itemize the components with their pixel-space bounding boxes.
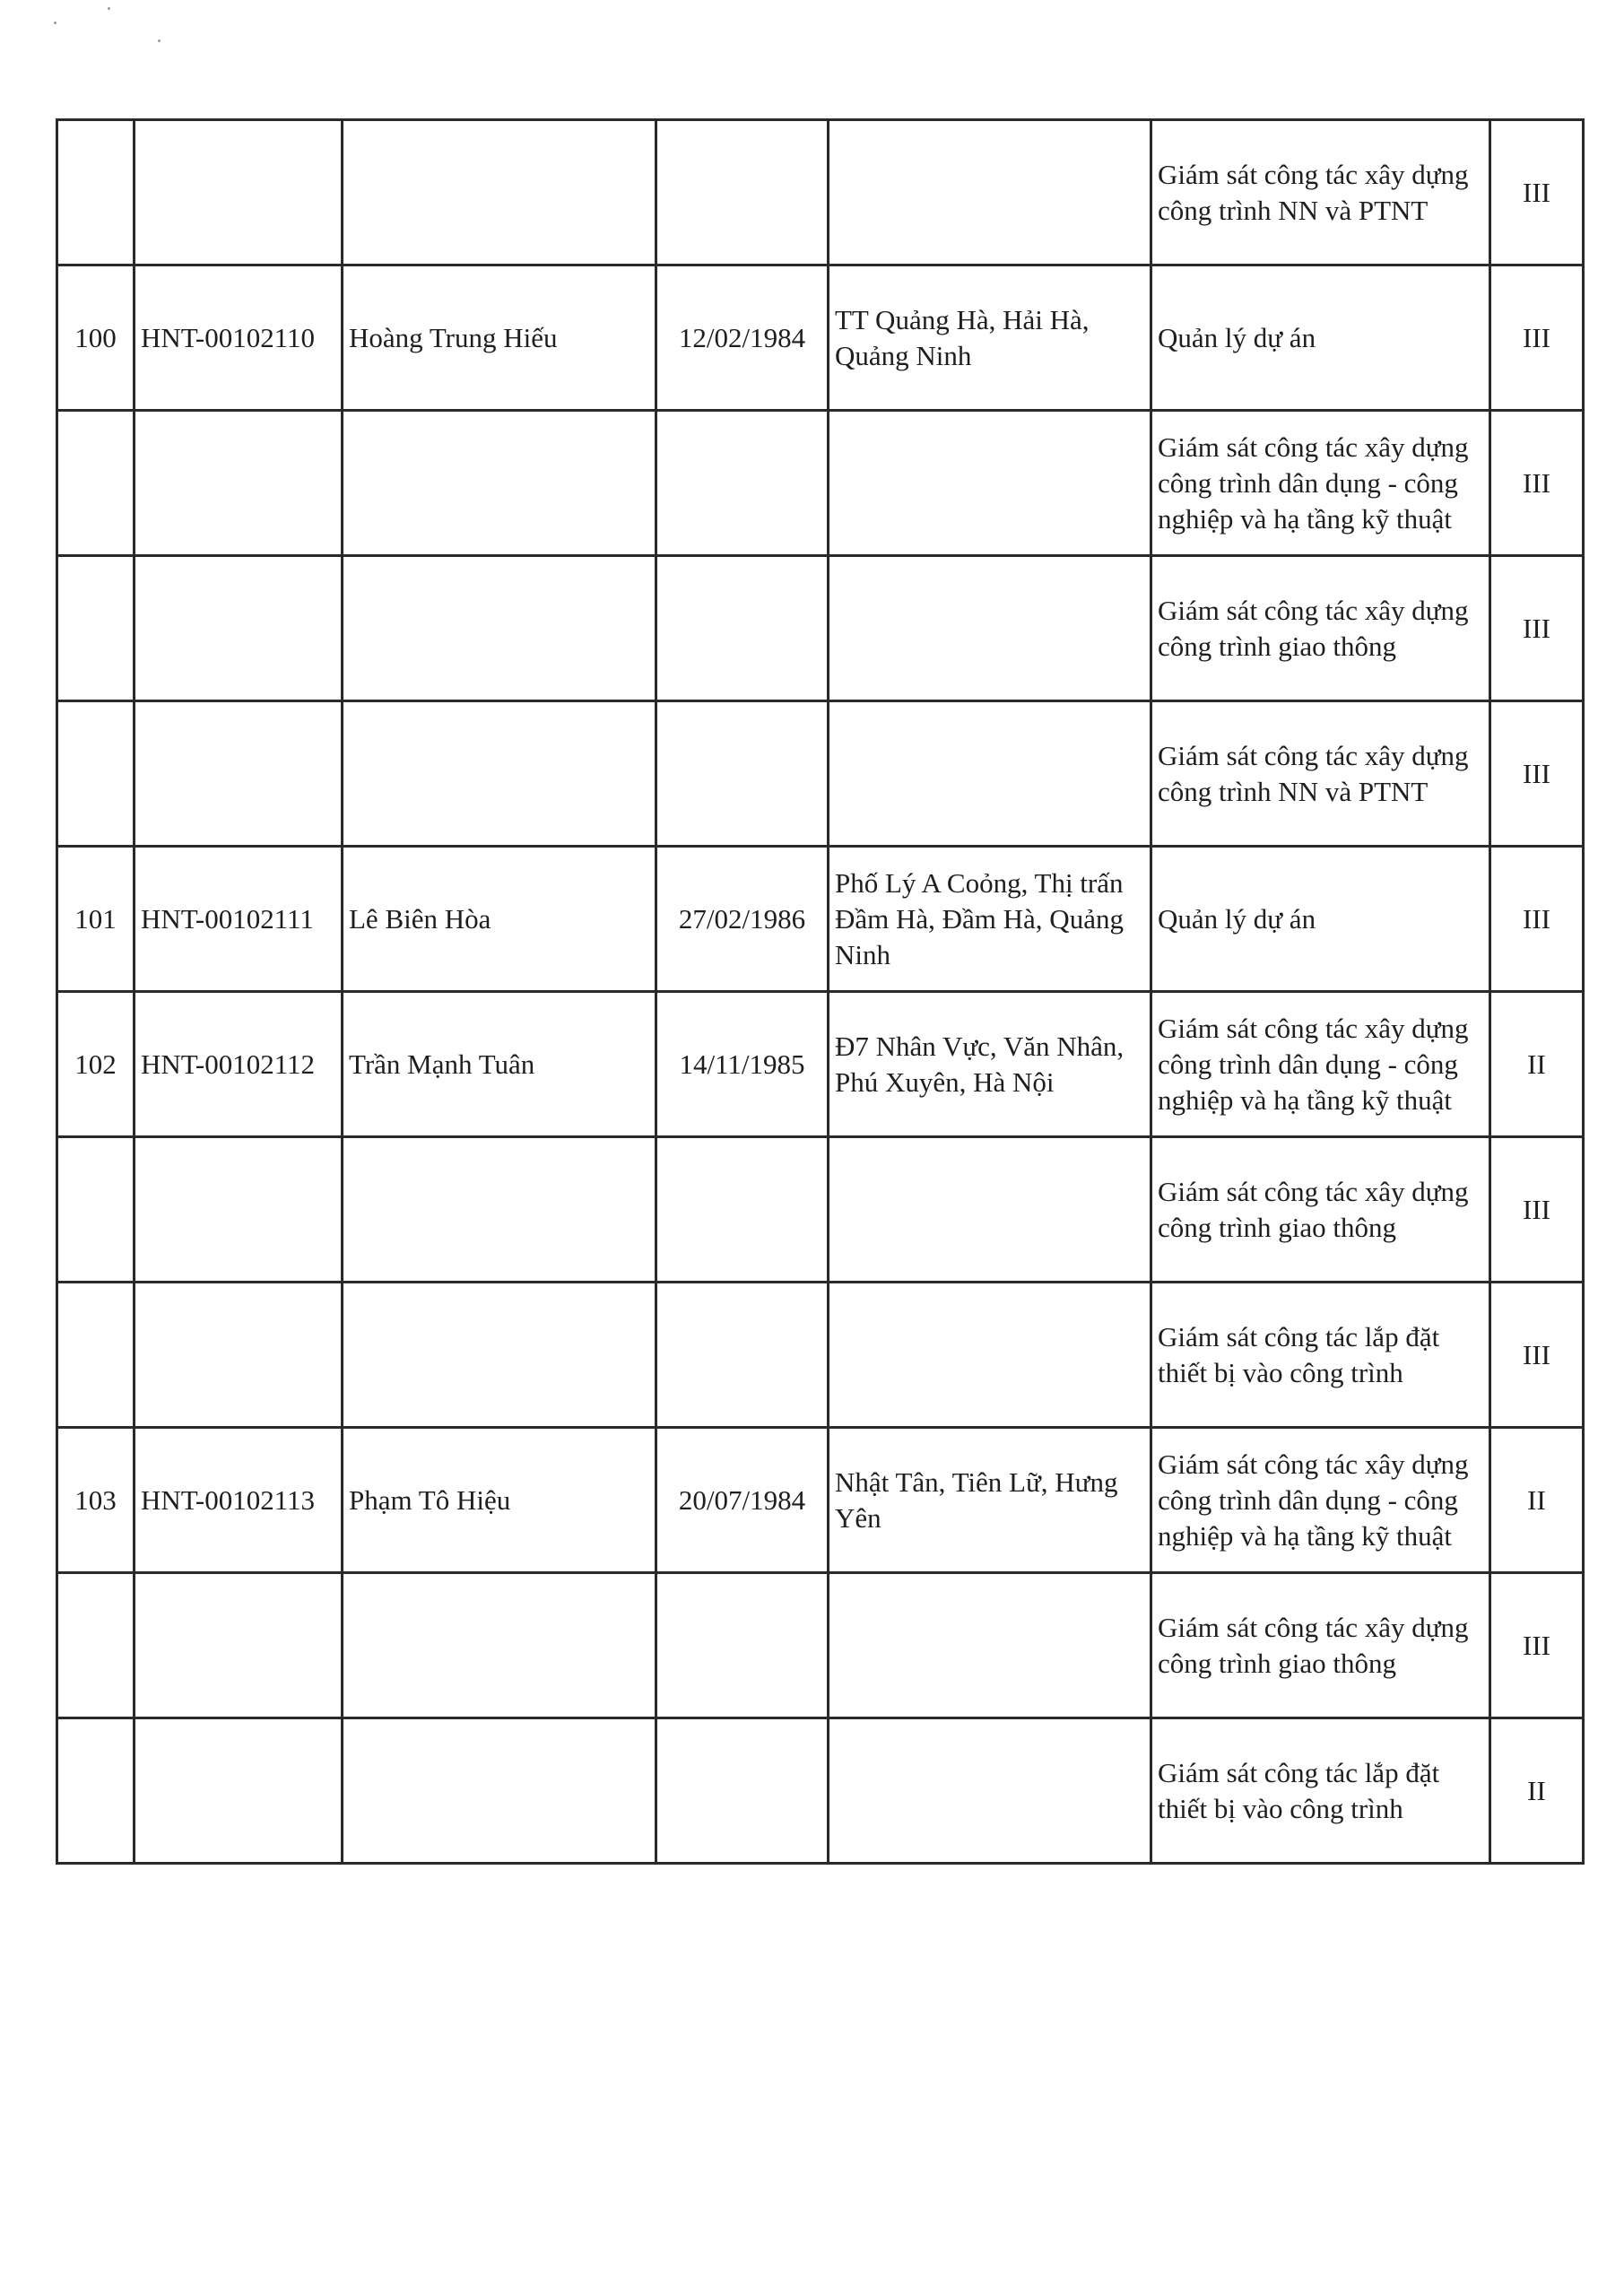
cell-date-of-birth bbox=[656, 1718, 829, 1864]
cell-practice-field: Giám sát công tác xây dựng công trình NN và PTNT bbox=[1151, 120, 1490, 265]
cell-practice-field: Giám sát công tác xây dựng công trình NN và PTNT bbox=[1151, 701, 1490, 847]
registry-table-page bbox=[56, 118, 1582, 1865]
cell-date-of-birth: 20/07/1984 bbox=[656, 1428, 829, 1573]
cell-grade: III bbox=[1490, 1283, 1584, 1428]
table-row bbox=[57, 992, 1584, 1137]
table-row bbox=[57, 847, 1584, 992]
cell-full-name bbox=[343, 120, 656, 265]
cell-full-name bbox=[343, 1137, 656, 1283]
cell-practice-field: Quản lý dự án bbox=[1151, 847, 1490, 992]
table-row bbox=[57, 265, 1584, 411]
table-row bbox=[57, 1137, 1584, 1283]
cell-practice-field: Quản lý dự án bbox=[1151, 265, 1490, 411]
cell-date-of-birth bbox=[656, 1137, 829, 1283]
cell-certificate-code bbox=[135, 701, 343, 847]
cell-full-name bbox=[343, 701, 656, 847]
cell-date-of-birth bbox=[656, 1283, 829, 1428]
table-row bbox=[57, 1573, 1584, 1718]
cell-practice-field: Giám sát công tác xây dựng công trình dân dụng - công nghiệp và hạ tầng kỹ thuật bbox=[1151, 411, 1490, 556]
cell-date-of-birth bbox=[656, 411, 829, 556]
cell-stt bbox=[57, 1283, 135, 1428]
cell-stt bbox=[57, 411, 135, 556]
cell-stt: 100 bbox=[57, 265, 135, 411]
cell-certificate-code: HNT-00102110 bbox=[135, 265, 343, 411]
cell-stt bbox=[57, 1573, 135, 1718]
cell-certificate-code bbox=[135, 120, 343, 265]
cell-certificate-code bbox=[135, 556, 343, 701]
cell-address bbox=[829, 1283, 1151, 1428]
cell-stt bbox=[57, 120, 135, 265]
cell-grade: III bbox=[1490, 411, 1584, 556]
cell-practice-field: Giám sát công tác xây dựng công trình giao thông bbox=[1151, 556, 1490, 701]
cell-stt bbox=[57, 1137, 135, 1283]
cell-full-name bbox=[343, 411, 656, 556]
table-row bbox=[57, 556, 1584, 701]
cell-full-name bbox=[343, 1718, 656, 1864]
cell-grade: III bbox=[1490, 265, 1584, 411]
cell-grade: II bbox=[1490, 1428, 1584, 1573]
cell-certificate-code bbox=[135, 1573, 343, 1718]
cell-address bbox=[829, 1573, 1151, 1718]
cell-stt: 101 bbox=[57, 847, 135, 992]
scan-speck bbox=[108, 7, 110, 10]
cell-grade: II bbox=[1490, 992, 1584, 1137]
cell-address: Phố Lý A Coỏng, Thị trấn Đầm Hà, Đầm Hà, Quảng Ninh bbox=[829, 847, 1151, 992]
cell-address: Nhật Tân, Tiên Lữ, Hưng Yên bbox=[829, 1428, 1151, 1573]
cell-full-name: Phạm Tô Hiệu bbox=[343, 1428, 656, 1573]
cell-practice-field: Giám sát công tác lắp đặt thiết bị vào công trình bbox=[1151, 1283, 1490, 1428]
cell-full-name bbox=[343, 556, 656, 701]
cell-certificate-code bbox=[135, 1137, 343, 1283]
table-row bbox=[57, 120, 1584, 265]
cell-certificate-code bbox=[135, 411, 343, 556]
cell-date-of-birth bbox=[656, 120, 829, 265]
cell-practice-field: Giám sát công tác xây dựng công trình giao thông bbox=[1151, 1573, 1490, 1718]
cell-full-name bbox=[343, 1283, 656, 1428]
cell-address bbox=[829, 1718, 1151, 1864]
scan-speck bbox=[54, 22, 56, 24]
cell-address: Đ7 Nhân Vực, Văn Nhân, Phú Xuyên, Hà Nội bbox=[829, 992, 1151, 1137]
cell-date-of-birth bbox=[656, 1573, 829, 1718]
scan-speck bbox=[158, 39, 161, 42]
cell-grade: II bbox=[1490, 1718, 1584, 1864]
cell-certificate-code bbox=[135, 1283, 343, 1428]
cell-certificate-code: HNT-00102113 bbox=[135, 1428, 343, 1573]
cell-date-of-birth bbox=[656, 556, 829, 701]
cell-full-name: Lê Biên Hòa bbox=[343, 847, 656, 992]
cell-stt bbox=[57, 556, 135, 701]
cell-date-of-birth: 27/02/1986 bbox=[656, 847, 829, 992]
cell-date-of-birth: 14/11/1985 bbox=[656, 992, 829, 1137]
cell-grade: III bbox=[1490, 556, 1584, 701]
cell-address bbox=[829, 701, 1151, 847]
table-row bbox=[57, 411, 1584, 556]
table-row bbox=[57, 701, 1584, 847]
cell-date-of-birth: 12/02/1984 bbox=[656, 265, 829, 411]
cell-stt bbox=[57, 1718, 135, 1864]
cell-stt: 103 bbox=[57, 1428, 135, 1573]
cell-grade: III bbox=[1490, 1137, 1584, 1283]
cell-practice-field: Giám sát công tác lắp đặt thiết bị vào công trình bbox=[1151, 1718, 1490, 1864]
cell-grade: III bbox=[1490, 701, 1584, 847]
cell-grade: III bbox=[1490, 1573, 1584, 1718]
cell-grade: III bbox=[1490, 120, 1584, 265]
cell-practice-field: Giám sát công tác xây dựng công trình giao thông bbox=[1151, 1137, 1490, 1283]
cell-address bbox=[829, 120, 1151, 265]
cell-address bbox=[829, 556, 1151, 701]
cell-certificate-code: HNT-00102111 bbox=[135, 847, 343, 992]
cell-address: TT Quảng Hà, Hải Hà, Quảng Ninh bbox=[829, 265, 1151, 411]
cell-stt: 102 bbox=[57, 992, 135, 1137]
cell-address bbox=[829, 411, 1151, 556]
cell-address bbox=[829, 1137, 1151, 1283]
table-row bbox=[57, 1283, 1584, 1428]
cell-practice-field: Giám sát công tác xây dựng công trình dân dụng - công nghiệp và hạ tầng kỹ thuật bbox=[1151, 1428, 1490, 1573]
table-row bbox=[57, 1718, 1584, 1864]
cell-full-name: Trần Mạnh Tuân bbox=[343, 992, 656, 1137]
cell-certificate-code: HNT-00102112 bbox=[135, 992, 343, 1137]
cell-full-name bbox=[343, 1573, 656, 1718]
cell-stt bbox=[57, 701, 135, 847]
cell-practice-field: Giám sát công tác xây dựng công trình dân dụng - công nghiệp và hạ tầng kỹ thuật bbox=[1151, 992, 1490, 1137]
practitioner-registry-table bbox=[56, 118, 1585, 1865]
table-row bbox=[57, 1428, 1584, 1573]
cell-grade: III bbox=[1490, 847, 1584, 992]
cell-full-name: Hoàng Trung Hiếu bbox=[343, 265, 656, 411]
cell-date-of-birth bbox=[656, 701, 829, 847]
cell-certificate-code bbox=[135, 1718, 343, 1864]
registry-table-body bbox=[57, 120, 1584, 1864]
